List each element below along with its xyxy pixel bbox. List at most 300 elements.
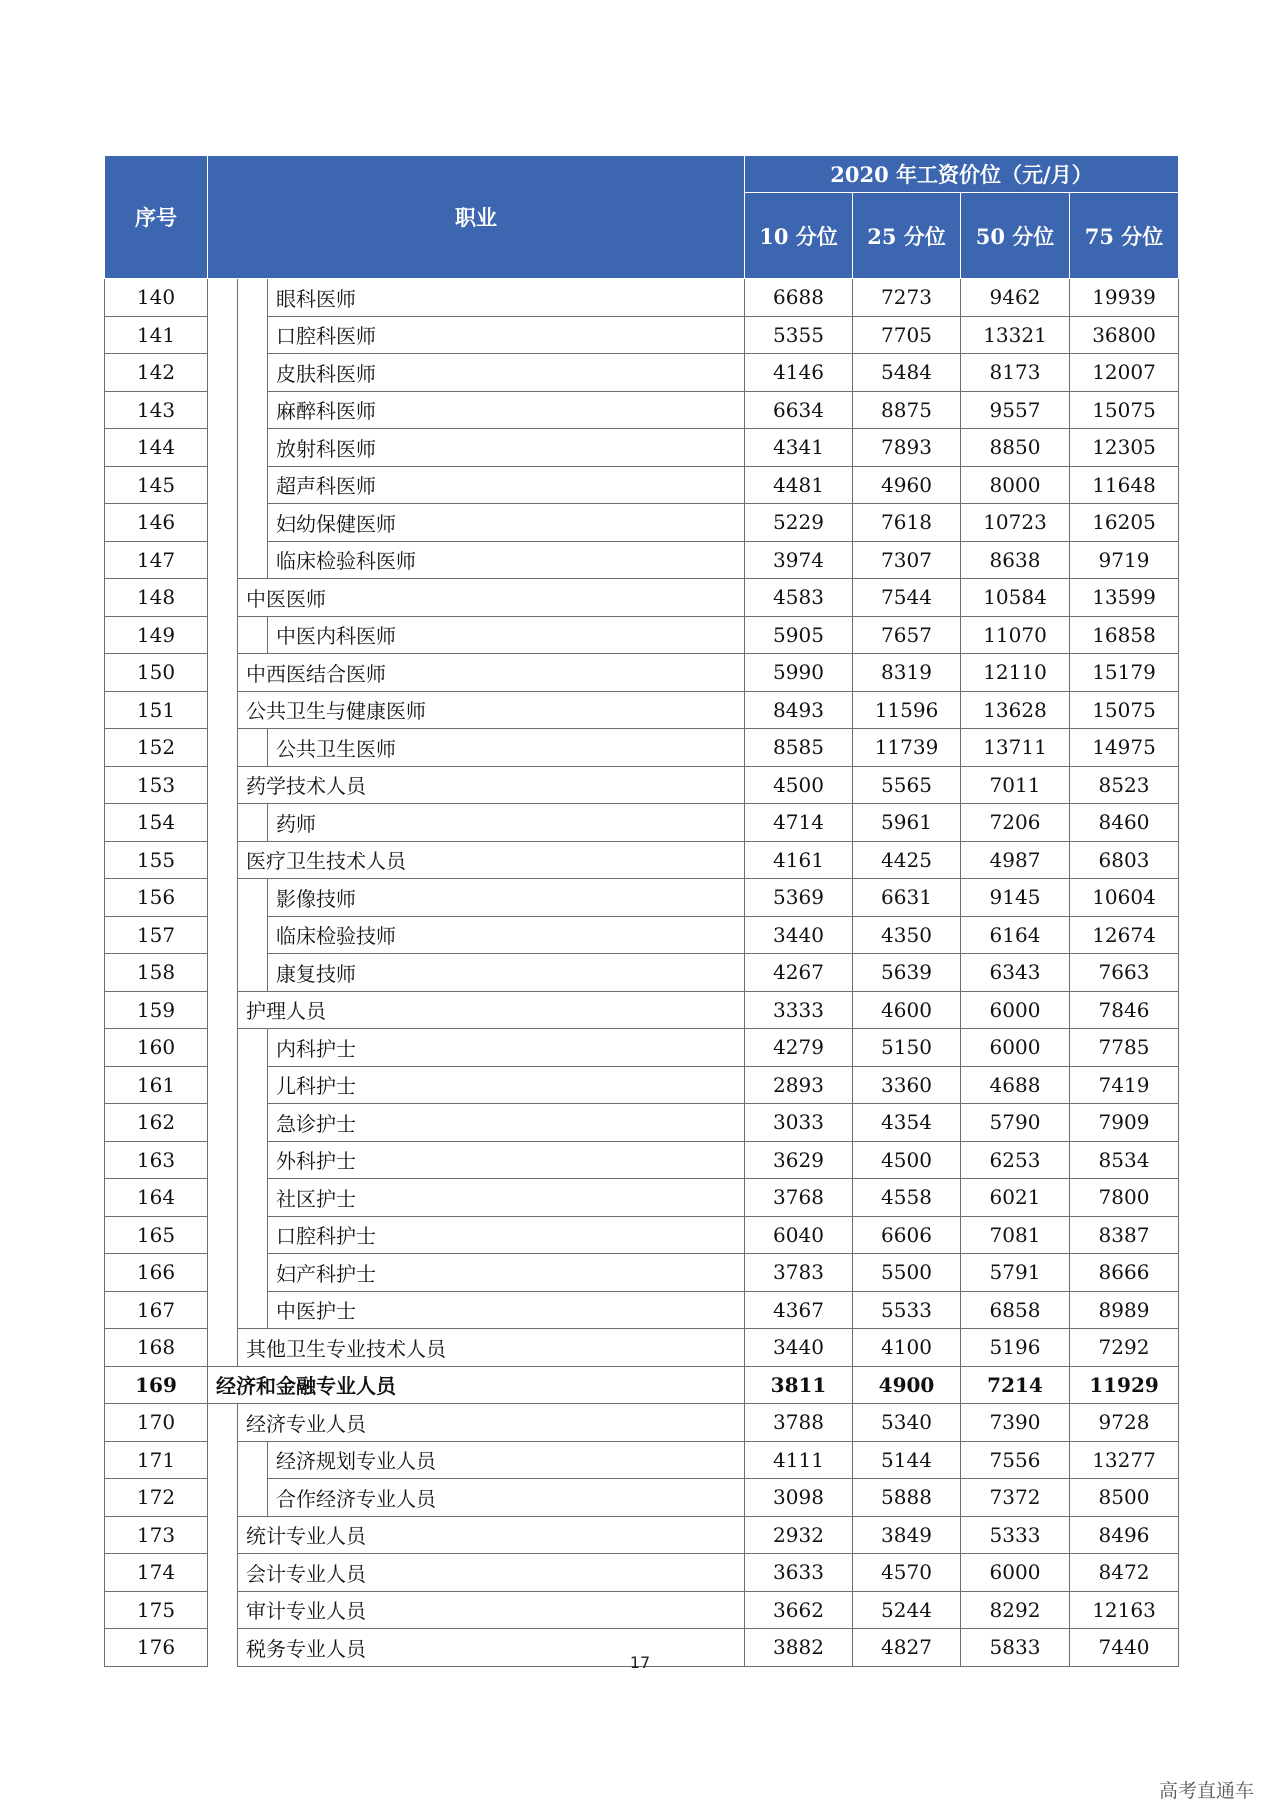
row-number: 142 bbox=[105, 354, 208, 392]
indent-cell bbox=[238, 316, 268, 354]
value-p75: 7440 bbox=[1070, 1629, 1179, 1667]
indent-cell bbox=[208, 279, 238, 317]
indent-cell bbox=[238, 1254, 268, 1292]
value-p50: 6000 bbox=[961, 1029, 1070, 1067]
value-p25: 11739 bbox=[853, 729, 961, 767]
value-p25: 5244 bbox=[853, 1591, 961, 1629]
row-number: 147 bbox=[105, 541, 208, 579]
value-p75: 8496 bbox=[1070, 1516, 1179, 1554]
value-p25: 7657 bbox=[853, 616, 961, 654]
indent-cell bbox=[208, 1141, 238, 1179]
occupation-name: 妇幼保健医师 bbox=[268, 504, 745, 542]
table-row bbox=[105, 916, 1179, 954]
table-row bbox=[105, 504, 1179, 542]
value-p75: 6803 bbox=[1070, 841, 1179, 879]
row-number: 161 bbox=[105, 1066, 208, 1104]
table-row bbox=[105, 841, 1179, 879]
value-p10: 4267 bbox=[745, 954, 853, 992]
table-row bbox=[105, 1366, 1179, 1404]
indent-cell bbox=[208, 1104, 238, 1142]
value-p10: 8493 bbox=[745, 691, 853, 729]
header-occupation: 职业 bbox=[208, 156, 745, 279]
indent-cell bbox=[208, 1329, 238, 1367]
value-p25: 4600 bbox=[853, 991, 961, 1029]
value-p75: 7846 bbox=[1070, 991, 1179, 1029]
row-number: 175 bbox=[105, 1591, 208, 1629]
value-p50: 6253 bbox=[961, 1141, 1070, 1179]
occupation-name: 口腔科护士 bbox=[268, 1216, 745, 1254]
indent-cell bbox=[208, 1066, 238, 1104]
value-p10: 3811 bbox=[745, 1366, 853, 1404]
row-number: 172 bbox=[105, 1479, 208, 1517]
wage-table: 序号 职业 2020 年工资价位（元/月） 10 分位 25 分位 50 分位 75 分位 90 分位 140 眼科医师 6688 7273 9462 19939 141 口腔科医师 5355 7705 13321 36800 142 皮肤科医师 4146 5484 8173 12007 143 麻醉科医师 6634 8875 9557 15075 144 放射科医师 4341 7893 8850 12305 145 超声科医师 4481 4960 8000 11648 146 妇幼保健医师 5229 7618 10723 16205 147 临床检验科医师 3974 7307 8638 9719 148 中医医师 4583 7544 10584 13599 149 中医内科医师 5905 7657 11070 16858 150 中西医结合医师 5990 8319 12110 15179 151 公共卫生与健康医师 8493 11596 13628 15075 152 公共卫生医师 8585 11739 13711 14975 153 药学技术人员 4500 5565 7011 8523 154 药师 4714 5961 7206 8460 155 医疗卫生技术人员 4161 4425 4987 6803 156 影像技师 5369 6631 9145 10604 157 临床检验技师 3440 4350 6164 12674 158 康复技师 4267 5639 6343 7663 159 护理人员 3333 4600 6000 7846 160 内科护士 4279 5150 6000 7785 161 儿科护士 2893 3360 4688 7419 162 急诊护士 3033 4354 5790 7909 163 外科护士 3629 4500 6253 8534 164 社区护士 3768 4558 6021 7800 165 口腔科护士 6040 6606 7081 8387 166 妇产科护士 3783 5500 5791 8666 167 中医护士 4367 5533 6858 8989 168 其他卫生专业技术人员 3440 4100 5196 7292 169 经济和金融专业人员 3811 4900 7214 11929 170 经济专业人员 3788 5340 7390 9728 171 经济规划专业人员 4111 5144 7556 13277 172 合作经济专业人员 3098 5888 7372 8500 173 统计专业人员 2932 3849 5333 8496 174 会计专业人员 3633 4570 6000 8472 175 审计专业人员 3662 5244 8292 12163 176 税务专业人员 3882 4827 5833 7440 bbox=[104, 155, 1179, 1667]
indent-cell bbox=[208, 766, 238, 804]
header-p25: 25 分位 bbox=[853, 193, 961, 279]
value-p25: 4900 bbox=[853, 1366, 961, 1404]
value-p10: 2893 bbox=[745, 1066, 853, 1104]
table-row bbox=[105, 1591, 1179, 1629]
value-p50: 7206 bbox=[961, 804, 1070, 842]
value-p10: 3974 bbox=[745, 541, 853, 579]
row-number: 144 bbox=[105, 429, 208, 467]
value-p25: 4827 bbox=[853, 1629, 961, 1667]
table-row bbox=[105, 579, 1179, 617]
indent-cell bbox=[208, 654, 238, 692]
occupation-name: 临床检验科医师 bbox=[268, 541, 745, 579]
value-p75: 16205 bbox=[1070, 504, 1179, 542]
value-p50: 5333 bbox=[961, 1516, 1070, 1554]
table-body bbox=[105, 279, 1179, 1667]
occupation-name: 中医内科医师 bbox=[268, 616, 745, 654]
row-number: 173 bbox=[105, 1516, 208, 1554]
occupation-name: 中医医师 bbox=[238, 579, 745, 617]
value-p75: 12674 bbox=[1070, 916, 1179, 954]
value-p25: 8319 bbox=[853, 654, 961, 692]
indent-cell bbox=[238, 879, 268, 917]
value-p50: 9462 bbox=[961, 279, 1070, 317]
table-row bbox=[105, 766, 1179, 804]
row-number: 155 bbox=[105, 841, 208, 879]
value-p10: 6688 bbox=[745, 279, 853, 317]
value-p50: 6000 bbox=[961, 991, 1070, 1029]
table-row bbox=[105, 991, 1179, 1029]
value-p50: 7214 bbox=[961, 1366, 1070, 1404]
value-p25: 4500 bbox=[853, 1141, 961, 1179]
value-p25: 4558 bbox=[853, 1179, 961, 1217]
value-p75: 8534 bbox=[1070, 1141, 1179, 1179]
indent-cell bbox=[208, 1441, 238, 1479]
watermark: 高考直通车 bbox=[1158, 1780, 1254, 1802]
indent-cell bbox=[238, 279, 268, 317]
occupation-name: 会计专业人员 bbox=[238, 1554, 745, 1592]
occupation-name: 内科护士 bbox=[268, 1029, 745, 1067]
value-p10: 4111 bbox=[745, 1441, 853, 1479]
value-p75: 12305 bbox=[1070, 429, 1179, 467]
indent-cell bbox=[208, 1291, 238, 1329]
value-p25: 8875 bbox=[853, 391, 961, 429]
value-p75: 7663 bbox=[1070, 954, 1179, 992]
occupation-name: 经济规划专业人员 bbox=[268, 1441, 745, 1479]
value-p25: 6631 bbox=[853, 879, 961, 917]
value-p50: 8292 bbox=[961, 1591, 1070, 1629]
occupation-name: 放射科医师 bbox=[268, 429, 745, 467]
value-p25: 7618 bbox=[853, 504, 961, 542]
occupation-name: 外科护士 bbox=[268, 1141, 745, 1179]
indent-cell bbox=[238, 1029, 268, 1067]
occupation-name: 公共卫生医师 bbox=[268, 729, 745, 767]
row-number: 140 bbox=[105, 279, 208, 317]
table-row bbox=[105, 1554, 1179, 1592]
value-p75: 8523 bbox=[1070, 766, 1179, 804]
table-row bbox=[105, 316, 1179, 354]
value-p25: 4960 bbox=[853, 466, 961, 504]
value-p50: 7390 bbox=[961, 1404, 1070, 1442]
value-p50: 7556 bbox=[961, 1441, 1070, 1479]
value-p50: 10723 bbox=[961, 504, 1070, 542]
value-p50: 12110 bbox=[961, 654, 1070, 692]
indent-cell bbox=[238, 1479, 268, 1517]
value-p25: 5888 bbox=[853, 1479, 961, 1517]
row-number: 150 bbox=[105, 654, 208, 692]
occupation-name: 妇产科护士 bbox=[268, 1254, 745, 1292]
table-row bbox=[105, 391, 1179, 429]
value-p50: 6000 bbox=[961, 1554, 1070, 1592]
indent-cell bbox=[238, 804, 268, 842]
value-p75: 7785 bbox=[1070, 1029, 1179, 1067]
value-p25: 5533 bbox=[853, 1291, 961, 1329]
row-number: 167 bbox=[105, 1291, 208, 1329]
value-p25: 3849 bbox=[853, 1516, 961, 1554]
value-p10: 4367 bbox=[745, 1291, 853, 1329]
table-row bbox=[105, 1179, 1179, 1217]
value-p25: 4570 bbox=[853, 1554, 961, 1592]
table-row bbox=[105, 541, 1179, 579]
value-p50: 5196 bbox=[961, 1329, 1070, 1367]
value-p10: 5229 bbox=[745, 504, 853, 542]
value-p10: 4583 bbox=[745, 579, 853, 617]
occupation-name: 儿科护士 bbox=[268, 1066, 745, 1104]
occupation-name: 护理人员 bbox=[238, 991, 745, 1029]
occupation-name: 统计专业人员 bbox=[238, 1516, 745, 1554]
table-row bbox=[105, 1029, 1179, 1067]
value-p75: 13277 bbox=[1070, 1441, 1179, 1479]
value-p10: 4481 bbox=[745, 466, 853, 504]
value-p10: 4161 bbox=[745, 841, 853, 879]
value-p10: 5369 bbox=[745, 879, 853, 917]
value-p50: 4987 bbox=[961, 841, 1070, 879]
indent-cell bbox=[238, 954, 268, 992]
value-p25: 4100 bbox=[853, 1329, 961, 1367]
value-p25: 7705 bbox=[853, 316, 961, 354]
indent-cell bbox=[238, 916, 268, 954]
occupation-name: 中西医结合医师 bbox=[238, 654, 745, 692]
table-row bbox=[105, 466, 1179, 504]
table-row bbox=[105, 1479, 1179, 1517]
occupation-name: 康复技师 bbox=[268, 954, 745, 992]
value-p75: 7800 bbox=[1070, 1179, 1179, 1217]
occupation-name: 社区护士 bbox=[268, 1179, 745, 1217]
table-row bbox=[105, 1216, 1179, 1254]
value-p75: 8460 bbox=[1070, 804, 1179, 842]
value-p10: 3440 bbox=[745, 1329, 853, 1367]
indent-cell bbox=[238, 616, 268, 654]
row-number: 158 bbox=[105, 954, 208, 992]
occupation-name: 经济和金融专业人员 bbox=[208, 1366, 745, 1404]
indent-cell bbox=[208, 1254, 238, 1292]
table-row bbox=[105, 354, 1179, 392]
indent-cell bbox=[208, 616, 238, 654]
indent-cell bbox=[208, 841, 238, 879]
value-p10: 4279 bbox=[745, 1029, 853, 1067]
value-p75: 15179 bbox=[1070, 654, 1179, 692]
table-row bbox=[105, 279, 1179, 317]
value-p50: 13711 bbox=[961, 729, 1070, 767]
value-p10: 3768 bbox=[745, 1179, 853, 1217]
table-row bbox=[105, 429, 1179, 467]
value-p75: 15075 bbox=[1070, 391, 1179, 429]
occupation-name: 药学技术人员 bbox=[238, 766, 745, 804]
value-p75: 16858 bbox=[1070, 616, 1179, 654]
value-p75: 7292 bbox=[1070, 1329, 1179, 1367]
occupation-name: 税务专业人员 bbox=[238, 1629, 745, 1667]
occupation-name: 超声科医师 bbox=[268, 466, 745, 504]
table-row bbox=[105, 654, 1179, 692]
value-p10: 3882 bbox=[745, 1629, 853, 1667]
table-row bbox=[105, 729, 1179, 767]
indent-cell bbox=[208, 954, 238, 992]
table-row bbox=[105, 879, 1179, 917]
value-p75: 12163 bbox=[1070, 1591, 1179, 1629]
occupation-name: 口腔科医师 bbox=[268, 316, 745, 354]
indent-cell bbox=[208, 579, 238, 617]
indent-cell bbox=[208, 1516, 238, 1554]
occupation-name: 经济专业人员 bbox=[238, 1404, 745, 1442]
occupation-name: 医疗卫生技术人员 bbox=[238, 841, 745, 879]
row-number: 156 bbox=[105, 879, 208, 917]
indent-cell bbox=[208, 1404, 238, 1442]
value-p25: 7307 bbox=[853, 541, 961, 579]
value-p10: 6634 bbox=[745, 391, 853, 429]
value-p50: 8850 bbox=[961, 429, 1070, 467]
table-row bbox=[105, 1066, 1179, 1104]
value-p25: 4350 bbox=[853, 916, 961, 954]
value-p50: 4688 bbox=[961, 1066, 1070, 1104]
indent-cell bbox=[208, 729, 238, 767]
value-p10: 2932 bbox=[745, 1516, 853, 1554]
value-p75: 9719 bbox=[1070, 541, 1179, 579]
value-p75: 12007 bbox=[1070, 354, 1179, 392]
value-p50: 7011 bbox=[961, 766, 1070, 804]
row-number: 141 bbox=[105, 316, 208, 354]
row-number: 157 bbox=[105, 916, 208, 954]
header-seq: 序号 bbox=[105, 156, 208, 279]
row-number: 169 bbox=[105, 1366, 208, 1404]
value-p25: 7893 bbox=[853, 429, 961, 467]
value-p50: 7081 bbox=[961, 1216, 1070, 1254]
table-row bbox=[105, 616, 1179, 654]
table-row bbox=[105, 1329, 1179, 1367]
row-number: 166 bbox=[105, 1254, 208, 1292]
value-p50: 8173 bbox=[961, 354, 1070, 392]
value-p10: 3788 bbox=[745, 1404, 853, 1442]
value-p50: 8638 bbox=[961, 541, 1070, 579]
occupation-name: 公共卫生与健康医师 bbox=[238, 691, 745, 729]
occupation-name: 急诊护士 bbox=[268, 1104, 745, 1142]
table-row bbox=[105, 1404, 1179, 1442]
value-p25: 5500 bbox=[853, 1254, 961, 1292]
value-p10: 5990 bbox=[745, 654, 853, 692]
value-p75: 13599 bbox=[1070, 579, 1179, 617]
value-p50: 7372 bbox=[961, 1479, 1070, 1517]
value-p25: 5484 bbox=[853, 354, 961, 392]
indent-cell bbox=[238, 1066, 268, 1104]
indent-cell bbox=[208, 991, 238, 1029]
value-p10: 3440 bbox=[745, 916, 853, 954]
value-p50: 6021 bbox=[961, 1179, 1070, 1217]
value-p10: 5905 bbox=[745, 616, 853, 654]
page-number: 17 bbox=[629, 1653, 651, 1672]
indent-cell bbox=[238, 1141, 268, 1179]
value-p25: 4425 bbox=[853, 841, 961, 879]
row-number: 163 bbox=[105, 1141, 208, 1179]
header-p75: 75 分位 bbox=[1070, 193, 1179, 279]
indent-cell bbox=[238, 391, 268, 429]
value-p25: 11596 bbox=[853, 691, 961, 729]
value-p10: 3783 bbox=[745, 1254, 853, 1292]
occupation-name: 其他卫生专业技术人员 bbox=[238, 1329, 745, 1367]
value-p75: 7909 bbox=[1070, 1104, 1179, 1142]
row-number: 149 bbox=[105, 616, 208, 654]
table-row bbox=[105, 691, 1179, 729]
occupation-name: 麻醉科医师 bbox=[268, 391, 745, 429]
occupation-name: 中医护士 bbox=[268, 1291, 745, 1329]
value-p25: 7544 bbox=[853, 579, 961, 617]
value-p50: 6343 bbox=[961, 954, 1070, 992]
value-p10: 4146 bbox=[745, 354, 853, 392]
value-p10: 3662 bbox=[745, 1591, 853, 1629]
row-number: 164 bbox=[105, 1179, 208, 1217]
value-p75: 11929 bbox=[1070, 1366, 1179, 1404]
table-row bbox=[105, 1254, 1179, 1292]
value-p10: 4500 bbox=[745, 766, 853, 804]
value-p25: 5639 bbox=[853, 954, 961, 992]
row-number: 151 bbox=[105, 691, 208, 729]
row-number: 153 bbox=[105, 766, 208, 804]
value-p10: 3333 bbox=[745, 991, 853, 1029]
indent-cell bbox=[208, 1216, 238, 1254]
value-p10: 8585 bbox=[745, 729, 853, 767]
indent-cell bbox=[238, 1179, 268, 1217]
row-number: 159 bbox=[105, 991, 208, 1029]
row-number: 148 bbox=[105, 579, 208, 617]
row-number: 176 bbox=[105, 1629, 208, 1667]
indent-cell bbox=[208, 391, 238, 429]
indent-cell bbox=[238, 541, 268, 579]
header-price-title: 2020 年工资价位（元/月） bbox=[745, 156, 1179, 193]
value-p25: 4354 bbox=[853, 1104, 961, 1142]
value-p75: 36800 bbox=[1070, 316, 1179, 354]
value-p25: 5150 bbox=[853, 1029, 961, 1067]
occupation-name: 皮肤科医师 bbox=[268, 354, 745, 392]
value-p50: 6858 bbox=[961, 1291, 1070, 1329]
table-row bbox=[105, 954, 1179, 992]
value-p75: 8666 bbox=[1070, 1254, 1179, 1292]
value-p50: 8000 bbox=[961, 466, 1070, 504]
table-row bbox=[105, 1104, 1179, 1142]
value-p10: 4714 bbox=[745, 804, 853, 842]
value-p75: 19939 bbox=[1070, 279, 1179, 317]
value-p10: 3098 bbox=[745, 1479, 853, 1517]
row-number: 146 bbox=[105, 504, 208, 542]
value-p10: 5355 bbox=[745, 316, 853, 354]
table-row bbox=[105, 1441, 1179, 1479]
occupation-name: 临床检验技师 bbox=[268, 916, 745, 954]
value-p25: 5340 bbox=[853, 1404, 961, 1442]
occupation-name: 眼科医师 bbox=[268, 279, 745, 317]
value-p25: 3360 bbox=[853, 1066, 961, 1104]
row-number: 174 bbox=[105, 1554, 208, 1592]
indent-cell bbox=[208, 1554, 238, 1592]
indent-cell bbox=[238, 1104, 268, 1142]
indent-cell bbox=[208, 466, 238, 504]
value-p10: 4341 bbox=[745, 429, 853, 467]
indent-cell bbox=[208, 879, 238, 917]
row-number: 145 bbox=[105, 466, 208, 504]
value-p10: 3633 bbox=[745, 1554, 853, 1592]
value-p75: 7419 bbox=[1070, 1066, 1179, 1104]
row-number: 171 bbox=[105, 1441, 208, 1479]
indent-cell bbox=[208, 804, 238, 842]
table-row bbox=[105, 1516, 1179, 1554]
indent-cell bbox=[208, 316, 238, 354]
indent-cell bbox=[208, 1591, 238, 1629]
table-row bbox=[105, 1141, 1179, 1179]
occupation-name: 药师 bbox=[268, 804, 745, 842]
occupation-name: 合作经济专业人员 bbox=[268, 1479, 745, 1517]
value-p50: 10584 bbox=[961, 579, 1070, 617]
indent-cell bbox=[208, 916, 238, 954]
value-p75: 8500 bbox=[1070, 1479, 1179, 1517]
indent-cell bbox=[208, 504, 238, 542]
indent-cell bbox=[238, 1216, 268, 1254]
value-p75: 14975 bbox=[1070, 729, 1179, 767]
value-p25: 6606 bbox=[853, 1216, 961, 1254]
value-p50: 9557 bbox=[961, 391, 1070, 429]
value-p25: 5144 bbox=[853, 1441, 961, 1479]
value-p50: 9145 bbox=[961, 879, 1070, 917]
value-p50: 11070 bbox=[961, 616, 1070, 654]
occupation-name: 影像技师 bbox=[268, 879, 745, 917]
value-p75: 15075 bbox=[1070, 691, 1179, 729]
value-p25: 7273 bbox=[853, 279, 961, 317]
row-number: 154 bbox=[105, 804, 208, 842]
indent-cell bbox=[238, 1441, 268, 1479]
row-number: 162 bbox=[105, 1104, 208, 1142]
indent-cell bbox=[208, 354, 238, 392]
indent-cell bbox=[238, 354, 268, 392]
indent-cell bbox=[208, 1479, 238, 1517]
value-p10: 6040 bbox=[745, 1216, 853, 1254]
indent-cell bbox=[238, 466, 268, 504]
header-p10: 10 分位 bbox=[745, 193, 853, 279]
indent-cell bbox=[238, 1291, 268, 1329]
value-p75: 8472 bbox=[1070, 1554, 1179, 1592]
indent-cell bbox=[238, 729, 268, 767]
row-number: 152 bbox=[105, 729, 208, 767]
value-p50: 5791 bbox=[961, 1254, 1070, 1292]
value-p75: 11648 bbox=[1070, 466, 1179, 504]
indent-cell bbox=[238, 429, 268, 467]
